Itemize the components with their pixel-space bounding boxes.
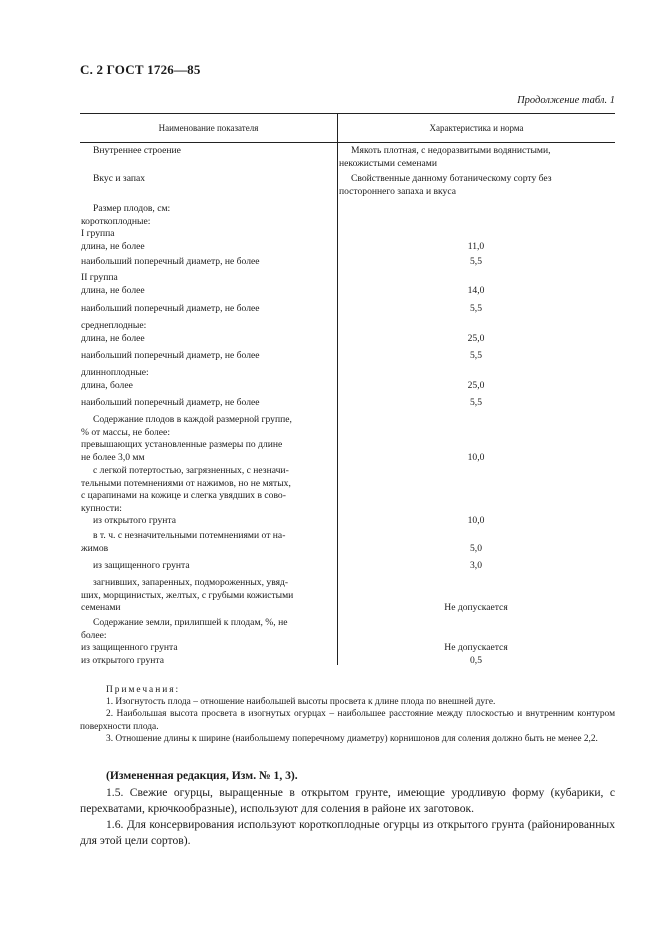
row-value: 5,5 — [470, 303, 482, 314]
row-name: в т. ч. с незначительными потемнениями от на- жимов — [81, 530, 286, 554]
row-name: с легкой потертостью, загрязненных, с незначи- тельными потемнениями от нажимов, но не мятых, с царапинами на кожице и слегка увядших в сово- купности: из открытого грунта — [81, 465, 291, 526]
row-value: 5,5 — [470, 350, 482, 361]
row-value: 5,5 — [470, 397, 482, 408]
row-value: Мякоть плотная, с недоразвитыми водянистыми, некожистыми семенами — [339, 145, 551, 169]
row-value: 5,0 — [470, 542, 482, 554]
row-value: Свойственные данному ботаническому сорту без постороннего запаха и вкуса — [339, 173, 552, 197]
row-value: 11,0 — [467, 240, 485, 252]
note-item: 1. Изогнутость плода – отношение наибольшей высоты просвета к длине плода по внешней дуге. — [106, 697, 496, 707]
row-value: 25,0 — [467, 379, 485, 391]
row-value: 5,5 — [470, 256, 482, 267]
row-name: Содержание земли, прилипшей к плодам, %, не более: из защищенного грунта из открытого грунта — [81, 617, 288, 666]
column-header-indicator: Наименование показателя — [158, 123, 259, 133]
note-item: 3. Отношение длины к ширине (наибольшему поперечному диаметру) корнишонов для соления должно быть не менее 2,2. — [106, 734, 598, 744]
row-name: наибольший поперечный диаметр, не более — [81, 256, 260, 267]
row-value: Не допускается — [444, 602, 508, 613]
column-header-value: Характеристика и норма — [429, 123, 524, 133]
row-value: 10,0 — [467, 515, 485, 526]
row-name: длинноплодные: длина, более — [81, 367, 149, 391]
row-name: Размер плодов, см: короткоплодные: I группа длина, не более — [81, 203, 171, 252]
row-name: наибольший поперечный диаметр, не более — [81, 303, 260, 314]
row-value: 3,0 — [470, 560, 482, 571]
row-value: 25,0 — [467, 332, 485, 344]
table-top-rule — [80, 113, 615, 114]
row-value: 14,0 — [467, 284, 485, 296]
page-header: С. 2 ГОСТ 1726—85 — [80, 62, 201, 77]
paragraph-1-5: 1.5. Свежие огурцы, выращенные в открытом грунте, имеющие уродливую форму (кубарики, с перехватами, крючкообразные), используют для соления в районе их заготовок. — [80, 786, 615, 815]
row-name: наибольший поперечный диаметр, не более — [81, 397, 260, 408]
row-value: Не допускается 0,5 — [444, 642, 508, 666]
table-header-rule — [80, 142, 615, 143]
row-name: Содержание плодов в каждой размерной группе, % от массы, не более: превышающих установленные размеры по длине не более 3,0 мм — [81, 414, 292, 463]
amendment-note: (Измененная редакция, Изм. № 1, 3). — [106, 769, 298, 782]
row-value: 10,0 — [467, 451, 485, 463]
table-continuation-label: Продолжение табл. 1 — [517, 95, 615, 106]
row-name: загнивших, запаренных, подмороженных, увяд- ших, морщинистых, желтых, с грубыми кожистыми семенами — [81, 577, 294, 613]
note-item: 2. Наибольшая высота просвета в изогнутых огурцах – наибольшее расстояние между плоскостью и внутренним контуром поверхности плода. — [80, 709, 615, 732]
table-column-divider — [337, 113, 338, 665]
row-name: Вкус и запах — [93, 173, 146, 184]
notes-heading: Примечания: — [106, 685, 181, 695]
paragraph-1-6: 1.6. Для консервирования используют короткоплодные огурцы из открытого грунта (районированных для этой цели сортов). — [80, 818, 615, 847]
row-name: среднеплодные: длина, не более — [81, 320, 147, 344]
row-name: наибольший поперечный диаметр, не более — [81, 350, 260, 361]
row-name: из защищенного грунта — [93, 560, 190, 571]
row-name: Внутреннее строение — [93, 145, 181, 156]
row-name: II группа длина, не более — [81, 272, 145, 296]
